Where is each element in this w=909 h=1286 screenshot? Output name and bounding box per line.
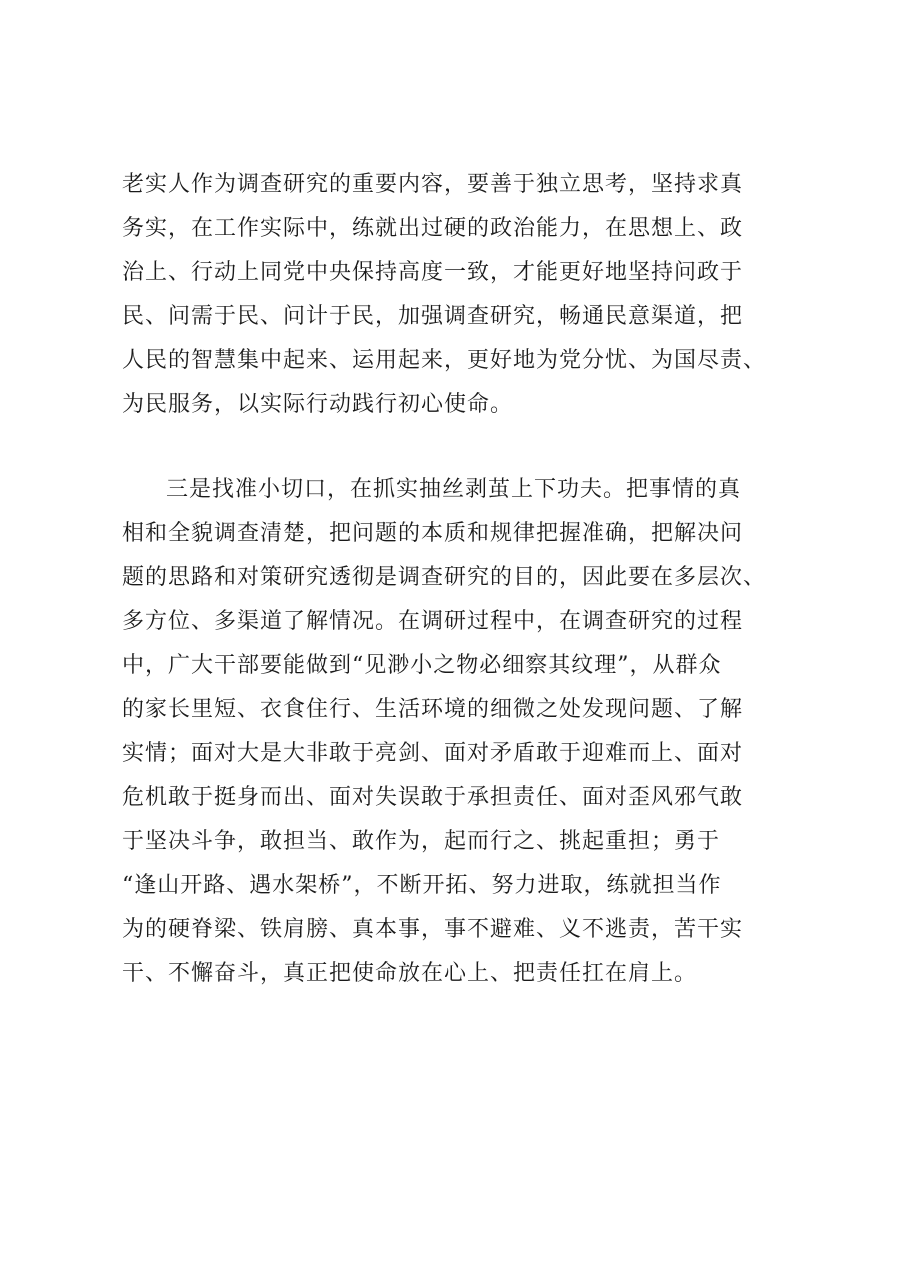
paragraph-line: 的家长里短、衣食住行、生活环境的细微之处发现问题、了解 — [122, 697, 744, 722]
paragraph-line: 于坚决斗争，敢担当、敢作为，起而行之、挑起重担；勇于 — [122, 829, 721, 854]
paragraph-line: 危机敢于挺身而出、面对失误敢于承担责任、面对歪风邪气敢 — [122, 785, 744, 810]
paragraph-line: 多方位、多渠道了解情况。在调研过程中，在调查研究的过程 — [122, 609, 744, 634]
paragraph-three — [122, 468, 812, 996]
paragraph-continuation — [122, 163, 812, 427]
paragraph-line: 干、不懈奋斗，真正把使命放在心上、把责任扛在肩上。 — [122, 961, 698, 986]
paragraph-line: 为的硬脊梁、铁肩膀、真本事，事不避难、义不逃责，苦干实 — [122, 917, 744, 942]
paragraph-line: 中，广大干部要能做到“见渺小之物必细察其纹理”，从群众 — [122, 653, 722, 678]
paragraph-line: 人民的智慧集中起来、运用起来，更好地为党分忧、为国尽责、 — [122, 348, 767, 373]
paragraph-line: 题的思路和对策研究透彻是调查研究的目的，因此要在多层次、 — [122, 565, 767, 590]
paragraph-line: 治上、行动上同党中央保持高度一致，才能更好地坚持问政于 — [122, 260, 744, 285]
paragraph-line: “逢山开路、遇水架桥”，不断开拓、努力进取，练就担当作 — [122, 873, 722, 898]
paragraph-line: 务实，在工作实际中，练就出过硬的政治能力，在思想上、政 — [122, 216, 744, 241]
paragraph-line: 相和全貌调查清楚，把问题的本质和规律把握准确，把解决问 — [122, 521, 744, 546]
paragraph-line: 老实人作为调查研究的重要内容，要善于独立思考，坚持求真 — [122, 172, 744, 197]
paragraph-line: 为民服务，以实际行动践行初心使命。 — [122, 392, 514, 417]
paragraph-line: 实情；面对大是大非敢于亮剑、面对矛盾敢于迎难而上、面对 — [122, 741, 744, 766]
paragraph-line: 民、问需于民、问计于民，加强调查研究，畅通民意渠道，把 — [122, 304, 744, 329]
paragraph-first-line: 三是找准小切口，在抓实抽丝剥茧上下功夫。把事情的真 — [166, 477, 742, 502]
